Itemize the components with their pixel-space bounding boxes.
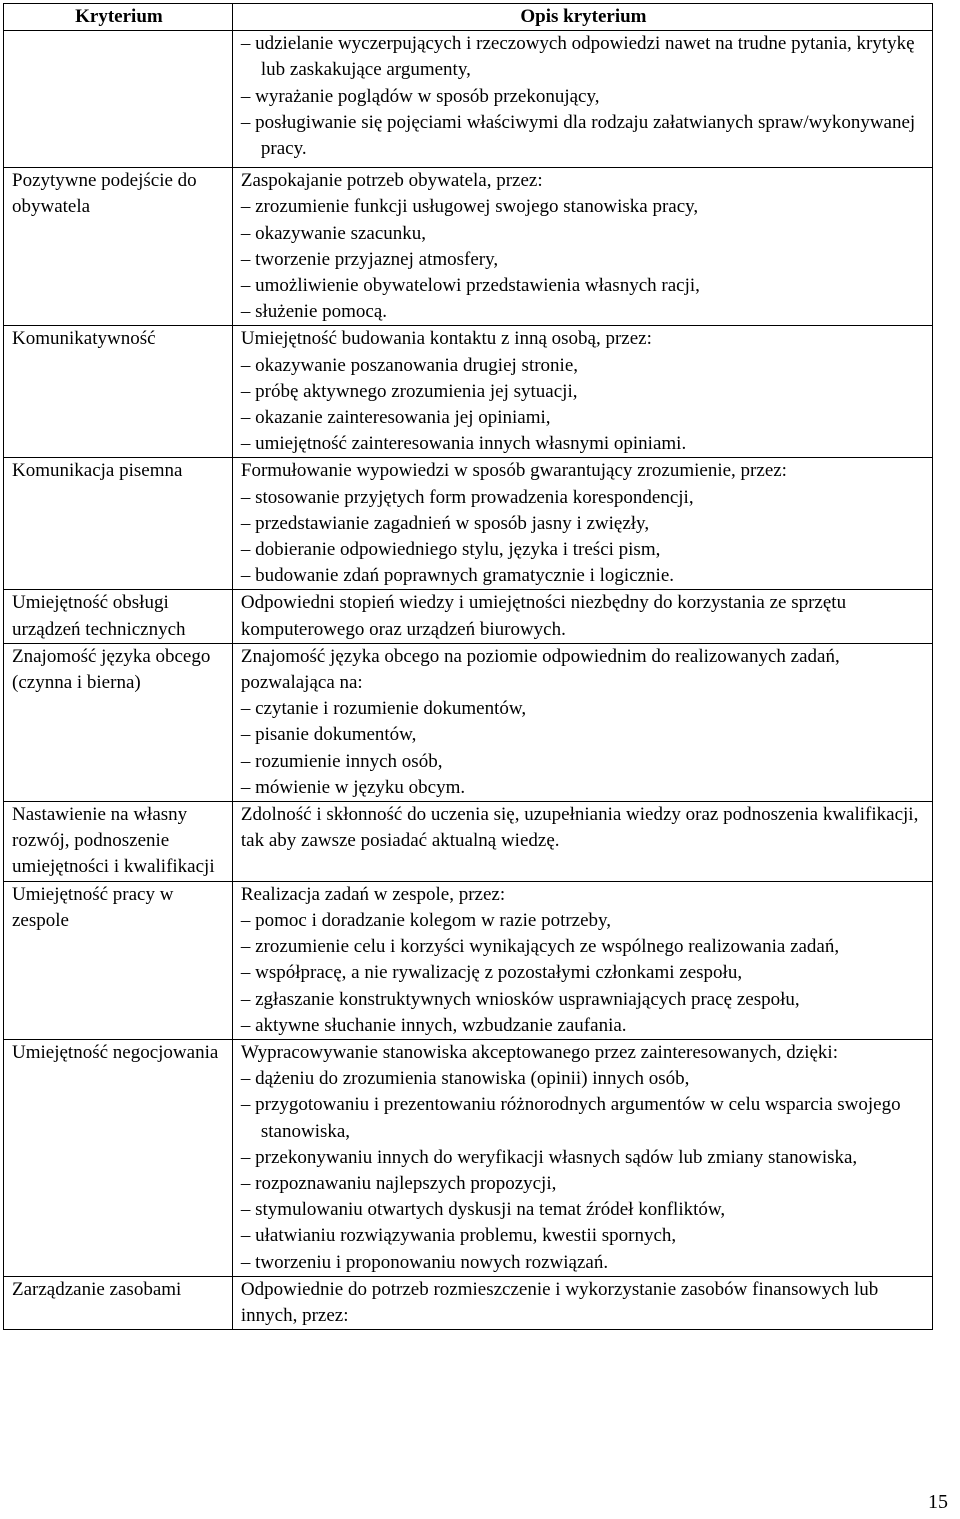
page-number: 15 <box>928 1490 948 1513</box>
dash-bullet-icon: – <box>240 539 256 561</box>
table-header-row <box>4 4 933 31</box>
dash-bullet-icon: – <box>240 354 256 376</box>
description-item-text: okazywanie poszanowania drugiej stronie, <box>255 354 579 376</box>
criterion-name: Umiejętność obsługi urządzeń technicznych <box>4 590 233 643</box>
dash-bullet-icon: – <box>240 1251 256 1273</box>
description-item <box>241 299 926 325</box>
criterion-description <box>232 1039 932 1276</box>
dash-bullet-icon: – <box>240 486 256 508</box>
dash-bullet-icon: – <box>240 565 256 587</box>
dash-bullet-icon: – <box>240 512 256 534</box>
description-intro: Odpowiednie do potrzeb rozmieszczenie i wykorzystanie zasobów finansowych lub innych, przez: <box>240 1278 879 1326</box>
dash-bullet-icon: – <box>240 111 256 133</box>
description-item <box>241 405 926 431</box>
description-item-text: udzielanie wyczerpujących i rzeczowych odpowiedzi nawet na trudne pytania, krytykę lub zaskakujące argumenty, <box>255 33 915 81</box>
description-item-text: przygotowaniu i prezentowaniu różnorodnych argumentów w celu wsparcia swojego stanowiska, <box>255 1094 901 1142</box>
table-row <box>4 326 933 458</box>
description-item-text: przedstawianie zagadnień w sposób jasny i zwięzły, <box>255 512 650 534</box>
description-intro: Odpowiedni stopień wiedzy i umiejętności niezbędny do korzystania ze sprzętu komputerowego oraz urządzeń biurowych. <box>240 592 847 640</box>
criterion-name: Komunikacja pisemna <box>4 458 233 590</box>
description-intro: Umiejętność budowania kontaktu z inną osobą, przez: <box>240 328 652 350</box>
table-row <box>4 458 933 590</box>
table-row <box>4 31 933 168</box>
criterion-description <box>232 31 932 168</box>
description-item-text: dobieranie odpowiedniego stylu, języka i treści pism, <box>255 539 661 561</box>
criteria-table <box>3 3 933 1330</box>
criterion-name: Znajomość języka obcego (czynna i bierna) <box>4 643 233 801</box>
description-item-text: współpracę, a nie rywalizację z pozostałymi członkami zespołu, <box>255 962 743 984</box>
description-item <box>241 775 926 801</box>
description-intro: Formułowanie wypowiedzi w sposób gwarantujący zrozumienie, przez: <box>240 460 787 482</box>
table-row <box>4 590 933 643</box>
dash-bullet-icon: – <box>240 1094 256 1116</box>
description-item <box>241 1223 926 1249</box>
header-criterion: Kryterium <box>4 4 233 31</box>
dash-bullet-icon: – <box>240 1146 256 1168</box>
description-item-text: pomoc i doradzanie kolegom w razie potrzeby, <box>255 909 612 931</box>
criterion-name: Umiejętność pracy w zespole <box>4 881 233 1039</box>
criterion-name: Nastawienie na własny rozwój, podnoszenie umiejętności i kwalifikacji <box>4 802 233 882</box>
description-item <box>241 1092 926 1144</box>
dash-bullet-icon: – <box>240 962 256 984</box>
description-item-text: posługiwanie się pojęciami właściwymi dla rodzaju załatwianych spraw/wykonywanej pracy. <box>255 111 916 160</box>
description-item <box>241 247 926 273</box>
description-item-text: aktywne słuchanie innych, wzbudzanie zaufania. <box>255 1014 627 1036</box>
dash-bullet-icon: – <box>240 698 256 720</box>
criterion-description <box>232 802 932 882</box>
header-description: Opis kryterium <box>232 4 932 31</box>
description-item-text: zrozumienie funkcji usługowej swojego stanowiska pracy, <box>255 196 699 218</box>
description-item <box>241 379 926 405</box>
description-item <box>241 696 926 722</box>
description-item <box>241 1066 926 1092</box>
description-item <box>241 485 926 511</box>
dash-bullet-icon: – <box>240 433 256 455</box>
table-row <box>4 1039 933 1276</box>
description-intro: Realizacja zadań w zespole, przez: <box>240 883 506 905</box>
criterion-name: Komunikatywność <box>4 326 233 458</box>
dash-bullet-icon: – <box>240 936 256 958</box>
description-item-text: ułatwianiu rozwiązywania problemu, kwestii spornych, <box>255 1225 677 1247</box>
dash-bullet-icon: – <box>240 1014 256 1036</box>
description-item <box>241 1197 926 1223</box>
description-item-text: rozpoznawaniu najlepszych propozycji, <box>255 1172 557 1194</box>
dash-bullet-icon: – <box>240 1172 256 1194</box>
description-intro: Znajomość języka obcego na poziomie odpowiednim do realizowanych zadań, pozwalająca na: <box>240 645 840 694</box>
description-item <box>241 1145 926 1171</box>
dash-bullet-icon: – <box>240 724 256 746</box>
description-item-text: służenie pomocą. <box>255 301 388 323</box>
description-item-text: umiejętność zainteresowania innych własnymi opiniami. <box>255 433 687 455</box>
dash-bullet-icon: – <box>240 222 256 244</box>
description-item-text: dążeniu do zrozumienia stanowiska (opinii) innych osób, <box>255 1068 690 1090</box>
description-item-text: zrozumienie celu i korzyści wynikających ze wspólnego realizowania zadań, <box>255 936 840 958</box>
description-intro: Wypracowywanie stanowiska akceptowanego przez zainteresowanych, dzięki: <box>240 1041 838 1063</box>
description-item <box>241 353 926 379</box>
description-item-text: pisanie dokumentów, <box>255 724 417 746</box>
criterion-description <box>232 1276 932 1329</box>
description-item-text: rozumienie innych osób, <box>255 750 443 772</box>
description-item <box>241 908 926 934</box>
table-row <box>4 802 933 882</box>
description-item-text: stymulowaniu otwartych dyskusji na temat źródeł konfliktów, <box>255 1199 726 1221</box>
description-item <box>241 749 926 775</box>
description-item-text: wyrażanie poglądów w sposób przekonujący, <box>255 85 600 107</box>
description-item-text: stosowanie przyjętych form prowadzenia korespondencji, <box>255 486 694 508</box>
description-item <box>241 84 926 110</box>
dash-bullet-icon: – <box>240 407 256 429</box>
criterion-name: Zarządzanie zasobami <box>4 1276 233 1329</box>
description-item-text: tworzenie przyjaznej atmosfery, <box>255 248 499 270</box>
criterion-description <box>232 326 932 458</box>
dash-bullet-icon: – <box>240 301 256 323</box>
criterion-name <box>4 31 233 168</box>
description-item <box>241 1250 926 1276</box>
criterion-description <box>232 168 932 326</box>
description-item <box>241 273 926 299</box>
description-item <box>241 987 926 1013</box>
description-intro: Zaspokajanie potrzeb obywatela, przez: <box>240 170 543 192</box>
description-item <box>241 511 926 537</box>
description-item-text: zgłaszanie konstruktywnych wniosków usprawniających pracę zespołu, <box>255 988 800 1010</box>
description-item-text: mówienie w języku obcym. <box>255 776 466 798</box>
dash-bullet-icon: – <box>240 196 256 218</box>
description-item-text: próbę aktywnego zrozumienia jej sytuacji, <box>255 380 578 402</box>
criterion-description <box>232 458 932 590</box>
table-row <box>4 168 933 326</box>
description-item <box>241 431 926 457</box>
dash-bullet-icon: – <box>240 988 256 1010</box>
description-item <box>241 537 926 563</box>
table-row <box>4 881 933 1039</box>
dash-bullet-icon: – <box>240 275 256 297</box>
dash-bullet-icon: – <box>240 776 256 798</box>
description-item <box>241 563 926 589</box>
description-intro: Zdolność i skłonność do uczenia się, uzupełniania wiedzy oraz podnoszenia kwalifikacji, tak aby zawsze posiadać aktualną wiedzę. <box>240 804 919 852</box>
description-item <box>241 934 926 960</box>
description-item <box>241 31 926 83</box>
table-row <box>4 643 933 801</box>
description-item-text: czytanie i rozumienie dokumentów, <box>255 698 527 720</box>
criterion-name: Pozytywne podejście do obywatela <box>4 168 233 326</box>
description-item <box>241 722 926 748</box>
criterion-description <box>232 643 932 801</box>
description-item <box>241 1171 926 1197</box>
description-item <box>241 221 926 247</box>
description-item <box>241 960 926 986</box>
dash-bullet-icon: – <box>240 1068 256 1090</box>
description-item <box>241 110 926 162</box>
dash-bullet-icon: – <box>240 1225 256 1247</box>
dash-bullet-icon: – <box>240 33 256 55</box>
dash-bullet-icon: – <box>240 750 256 772</box>
description-item <box>241 1013 926 1039</box>
criterion-description <box>232 881 932 1039</box>
dash-bullet-icon: – <box>240 909 256 931</box>
dash-bullet-icon: – <box>240 1199 256 1221</box>
dash-bullet-icon: – <box>240 248 256 270</box>
description-item <box>241 194 926 220</box>
description-item-text: okazanie zainteresowania jej opiniami, <box>255 407 551 429</box>
description-item-text: tworzeniu i proponowaniu nowych rozwiązań. <box>255 1251 609 1273</box>
dash-bullet-icon: – <box>240 380 256 402</box>
description-item-text: przekonywaniu innych do weryfikacji własnych sądów lub zmiany stanowiska, <box>255 1146 858 1168</box>
table-row <box>4 1276 933 1329</box>
description-item-text: okazywanie szacunku, <box>255 222 427 244</box>
criterion-name: Umiejętność negocjowania <box>4 1039 233 1276</box>
description-item-text: budowanie zdań poprawnych gramatycznie i logicznie. <box>255 565 675 587</box>
criterion-description <box>232 590 932 643</box>
description-item-text: umożliwienie obywatelowi przedstawienia własnych racji, <box>255 275 700 297</box>
dash-bullet-icon: – <box>240 85 256 107</box>
